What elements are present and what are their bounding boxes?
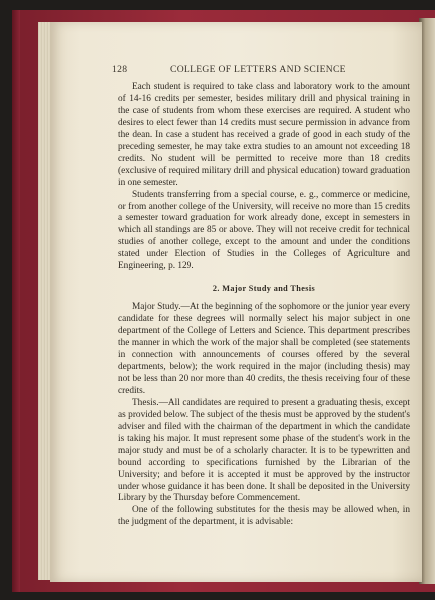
section-heading: 2. Major Study and Thesis: [212, 284, 316, 294]
paragraph-major-study: Major Study.—At the beginning of the sophomore or the junior year every candidate for these degrees will normally select his major subject in one department of the College of Letters and Science. This department prescribes the manner in which the work of the major shall be completed (see statements in connection with announcements of courses offered by the several departments, below); the work required in the major (including thesis) may not be less than 20 nor more than 40 credits, the thesis receiving four of these credits.: [118, 302, 410, 396]
page-body: [118, 82, 410, 529]
paragraph-transfer-students: Students transferring from a special course, e. g., commerce or medicine, or from another college of the University, will receive no more than 15 credits a semester toward graduation for work already done, except in semesters in which all standings are 85 or above. They will not receive credit for technical studies of another college, except to the amount and under the conditions stated under Election of Studies in the Colleges of Agriculture and Engineering, p. 129.: [118, 189, 410, 272]
page-header: [112, 64, 410, 78]
paragraph-credits: Each student is required to take class and laboratory work to the amount of 14-16 credits per semester, besides military drill and physical training in the case of students from whom these exercises are required. A student who desires to elect fewer than 14 credits must secure permission in advance from the dean. In case a student has received a grade of good in each study of the preceding semester, he may take extra studies to an amount not exceeding 18 credits. No student will be permitted to receive more than 18 credits (exclusive of required military drill and physical education) toward graduation in one semester.: [118, 82, 410, 188]
paragraph-thesis-substitutes: One of the following substitutes for the thesis may be allowed when, in the judgment of the department, it is advisable:: [118, 505, 410, 528]
book-spine-edge: [12, 10, 20, 592]
paragraph-thesis: Thesis.—All candidates are required to present a graduating thesis, except as provided below. The subject of the thesis must be approved by the student's adviser and filed with the chairman of the department in which the candidate is taking his major. It must represent some phase of the student's work in the major study and must be of a scholarly character. It is to be typewritten and bound according to specifications furnished by the Librarian of the University; and before it is accepted it must be approved by the instructor under whose guidance it has been done. It shall be deposited in the University Library by the Thursday before Commencement.: [118, 397, 410, 504]
page-number: 128: [112, 64, 128, 75]
running-head: COLLEGE OF LETTERS AND SCIENCE: [170, 64, 346, 75]
